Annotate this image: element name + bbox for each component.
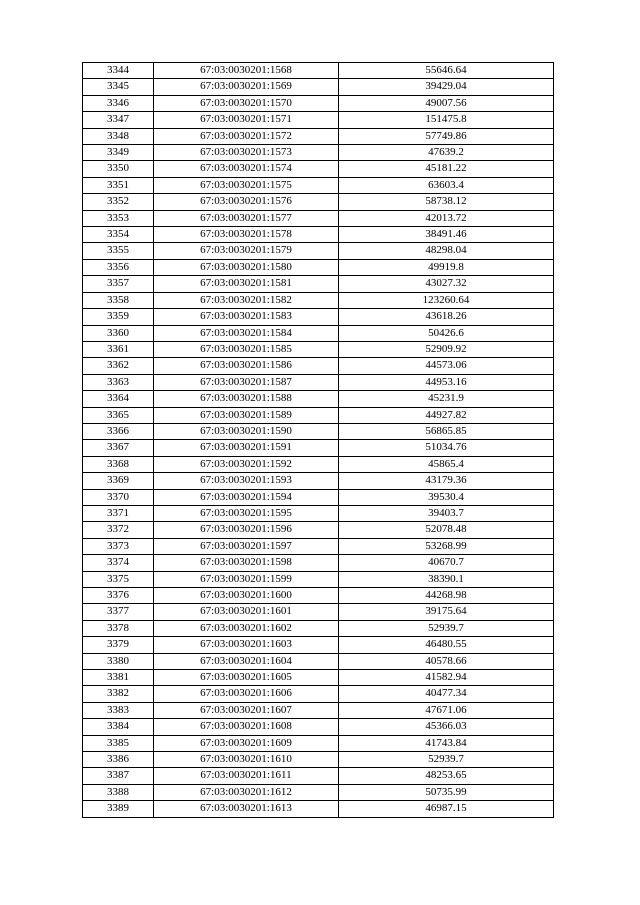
table-row xyxy=(83,374,554,390)
value-cell: 123260.64 xyxy=(339,292,554,308)
row-number-cell: 3367 xyxy=(83,440,154,456)
value-cell: 43179.36 xyxy=(339,473,554,489)
table-row xyxy=(83,456,554,472)
cadastral-number-cell: 67:03:0030201:1573 xyxy=(154,145,339,161)
row-number-cell: 3388 xyxy=(83,784,154,800)
table-row xyxy=(83,473,554,489)
row-number-cell: 3383 xyxy=(83,702,154,718)
value-cell: 39429.04 xyxy=(339,79,554,95)
cadastral-number-cell: 67:03:0030201:1599 xyxy=(154,571,339,587)
cadastral-number-cell: 67:03:0030201:1571 xyxy=(154,112,339,128)
cadastral-number-cell: 67:03:0030201:1604 xyxy=(154,653,339,669)
row-number-cell: 3361 xyxy=(83,341,154,357)
table-body xyxy=(83,63,554,818)
value-cell: 50426.6 xyxy=(339,325,554,341)
cadastral-number-cell: 67:03:0030201:1596 xyxy=(154,522,339,538)
value-cell: 46480.55 xyxy=(339,637,554,653)
table-row xyxy=(83,637,554,653)
cadastral-number-cell: 67:03:0030201:1569 xyxy=(154,79,339,95)
row-number-cell: 3369 xyxy=(83,473,154,489)
row-number-cell: 3348 xyxy=(83,128,154,144)
row-number-cell: 3358 xyxy=(83,292,154,308)
value-cell: 57749.86 xyxy=(339,128,554,144)
value-cell: 52939.7 xyxy=(339,620,554,636)
row-number-cell: 3345 xyxy=(83,79,154,95)
table-row xyxy=(83,227,554,243)
cadastral-number-cell: 67:03:0030201:1592 xyxy=(154,456,339,472)
value-cell: 50735.99 xyxy=(339,784,554,800)
row-number-cell: 3385 xyxy=(83,735,154,751)
row-number-cell: 3366 xyxy=(83,423,154,439)
cadastral-number-cell: 67:03:0030201:1572 xyxy=(154,128,339,144)
cadastral-number-cell: 67:03:0030201:1607 xyxy=(154,702,339,718)
data-table xyxy=(82,62,554,818)
value-cell: 56865.85 xyxy=(339,423,554,439)
table-row xyxy=(83,145,554,161)
cadastral-number-cell: 67:03:0030201:1611 xyxy=(154,768,339,784)
cadastral-number-cell: 67:03:0030201:1589 xyxy=(154,407,339,423)
cadastral-number-cell: 67:03:0030201:1585 xyxy=(154,341,339,357)
table-row xyxy=(83,407,554,423)
row-number-cell: 3350 xyxy=(83,161,154,177)
value-cell: 52939.7 xyxy=(339,752,554,768)
cadastral-number-cell: 67:03:0030201:1612 xyxy=(154,784,339,800)
row-number-cell: 3351 xyxy=(83,177,154,193)
row-number-cell: 3382 xyxy=(83,686,154,702)
cadastral-number-cell: 67:03:0030201:1576 xyxy=(154,194,339,210)
table-row xyxy=(83,423,554,439)
value-cell: 40578.66 xyxy=(339,653,554,669)
table-row xyxy=(83,194,554,210)
value-cell: 39175.64 xyxy=(339,604,554,620)
cadastral-number-cell: 67:03:0030201:1602 xyxy=(154,620,339,636)
cadastral-number-cell: 67:03:0030201:1609 xyxy=(154,735,339,751)
row-number-cell: 3359 xyxy=(83,309,154,325)
cadastral-number-cell: 67:03:0030201:1583 xyxy=(154,309,339,325)
row-number-cell: 3379 xyxy=(83,637,154,653)
cadastral-number-cell: 67:03:0030201:1594 xyxy=(154,489,339,505)
table-row xyxy=(83,801,554,817)
value-cell: 47639.2 xyxy=(339,145,554,161)
row-number-cell: 3365 xyxy=(83,407,154,423)
cadastral-number-cell: 67:03:0030201:1587 xyxy=(154,374,339,390)
table-row xyxy=(83,670,554,686)
row-number-cell: 3372 xyxy=(83,522,154,538)
table-row xyxy=(83,341,554,357)
value-cell: 44573.06 xyxy=(339,358,554,374)
value-cell: 41582.94 xyxy=(339,670,554,686)
value-cell: 48298.04 xyxy=(339,243,554,259)
table-row xyxy=(83,505,554,521)
cadastral-number-cell: 67:03:0030201:1580 xyxy=(154,259,339,275)
value-cell: 44953.16 xyxy=(339,374,554,390)
cadastral-number-cell: 67:03:0030201:1588 xyxy=(154,391,339,407)
row-number-cell: 3386 xyxy=(83,752,154,768)
cadastral-number-cell: 67:03:0030201:1603 xyxy=(154,637,339,653)
table-row xyxy=(83,571,554,587)
table-row xyxy=(83,522,554,538)
value-cell: 53268.99 xyxy=(339,538,554,554)
cadastral-number-cell: 67:03:0030201:1590 xyxy=(154,423,339,439)
cadastral-number-cell: 67:03:0030201:1606 xyxy=(154,686,339,702)
value-cell: 40670.7 xyxy=(339,555,554,571)
value-cell: 45231.9 xyxy=(339,391,554,407)
table-row xyxy=(83,752,554,768)
row-number-cell: 3363 xyxy=(83,374,154,390)
cadastral-number-cell: 67:03:0030201:1570 xyxy=(154,95,339,111)
cadastral-number-cell: 67:03:0030201:1610 xyxy=(154,752,339,768)
table-row xyxy=(83,538,554,554)
row-number-cell: 3374 xyxy=(83,555,154,571)
row-number-cell: 3378 xyxy=(83,620,154,636)
table-row xyxy=(83,440,554,456)
table-row xyxy=(83,63,554,79)
row-number-cell: 3344 xyxy=(83,63,154,79)
value-cell: 44927.82 xyxy=(339,407,554,423)
table-row xyxy=(83,702,554,718)
value-cell: 43618.26 xyxy=(339,309,554,325)
row-number-cell: 3376 xyxy=(83,588,154,604)
table-row xyxy=(83,784,554,800)
cadastral-number-cell: 67:03:0030201:1608 xyxy=(154,719,339,735)
value-cell: 58738.12 xyxy=(339,194,554,210)
row-number-cell: 3377 xyxy=(83,604,154,620)
row-number-cell: 3373 xyxy=(83,538,154,554)
row-number-cell: 3354 xyxy=(83,227,154,243)
row-number-cell: 3371 xyxy=(83,505,154,521)
cadastral-number-cell: 67:03:0030201:1613 xyxy=(154,801,339,817)
table-row xyxy=(83,620,554,636)
row-number-cell: 3360 xyxy=(83,325,154,341)
table-row xyxy=(83,653,554,669)
row-number-cell: 3389 xyxy=(83,801,154,817)
cadastral-number-cell: 67:03:0030201:1597 xyxy=(154,538,339,554)
table-row xyxy=(83,555,554,571)
cadastral-number-cell: 67:03:0030201:1579 xyxy=(154,243,339,259)
value-cell: 63603.4 xyxy=(339,177,554,193)
table-row xyxy=(83,309,554,325)
value-cell: 49919.8 xyxy=(339,259,554,275)
row-number-cell: 3353 xyxy=(83,210,154,226)
cadastral-number-cell: 67:03:0030201:1575 xyxy=(154,177,339,193)
value-cell: 38491.46 xyxy=(339,227,554,243)
cadastral-number-cell: 67:03:0030201:1568 xyxy=(154,63,339,79)
cadastral-number-cell: 67:03:0030201:1586 xyxy=(154,358,339,374)
table-row xyxy=(83,735,554,751)
table-row xyxy=(83,276,554,292)
row-number-cell: 3347 xyxy=(83,112,154,128)
table-row xyxy=(83,128,554,144)
row-number-cell: 3384 xyxy=(83,719,154,735)
row-number-cell: 3364 xyxy=(83,391,154,407)
table-row xyxy=(83,588,554,604)
value-cell: 52909.92 xyxy=(339,341,554,357)
row-number-cell: 3362 xyxy=(83,358,154,374)
value-cell: 151475.8 xyxy=(339,112,554,128)
value-cell: 41743.84 xyxy=(339,735,554,751)
cadastral-number-cell: 67:03:0030201:1581 xyxy=(154,276,339,292)
table-row xyxy=(83,719,554,735)
value-cell: 52078.48 xyxy=(339,522,554,538)
row-number-cell: 3375 xyxy=(83,571,154,587)
value-cell: 49007.56 xyxy=(339,95,554,111)
cadastral-number-cell: 67:03:0030201:1578 xyxy=(154,227,339,243)
value-cell: 38390.1 xyxy=(339,571,554,587)
value-cell: 47671.06 xyxy=(339,702,554,718)
cadastral-number-cell: 67:03:0030201:1584 xyxy=(154,325,339,341)
cadastral-number-cell: 67:03:0030201:1582 xyxy=(154,292,339,308)
row-number-cell: 3387 xyxy=(83,768,154,784)
cadastral-number-cell: 67:03:0030201:1595 xyxy=(154,505,339,521)
cadastral-number-cell: 67:03:0030201:1598 xyxy=(154,555,339,571)
row-number-cell: 3381 xyxy=(83,670,154,686)
value-cell: 44268.98 xyxy=(339,588,554,604)
table-row xyxy=(83,177,554,193)
cadastral-number-cell: 67:03:0030201:1605 xyxy=(154,670,339,686)
value-cell: 43027.32 xyxy=(339,276,554,292)
table-row xyxy=(83,489,554,505)
table-row xyxy=(83,95,554,111)
value-cell: 51034.76 xyxy=(339,440,554,456)
cadastral-number-cell: 67:03:0030201:1577 xyxy=(154,210,339,226)
value-cell: 40477.34 xyxy=(339,686,554,702)
table-row xyxy=(83,259,554,275)
value-cell: 42013.72 xyxy=(339,210,554,226)
row-number-cell: 3352 xyxy=(83,194,154,210)
table-row xyxy=(83,604,554,620)
value-cell: 39530.4 xyxy=(339,489,554,505)
value-cell: 45865.4 xyxy=(339,456,554,472)
table-row xyxy=(83,768,554,784)
row-number-cell: 3349 xyxy=(83,145,154,161)
value-cell: 39403.7 xyxy=(339,505,554,521)
table-row xyxy=(83,325,554,341)
value-cell: 55646.64 xyxy=(339,63,554,79)
value-cell: 45181.22 xyxy=(339,161,554,177)
table-row xyxy=(83,292,554,308)
table-row xyxy=(83,161,554,177)
cadastral-number-cell: 67:03:0030201:1600 xyxy=(154,588,339,604)
table-row xyxy=(83,112,554,128)
table-row xyxy=(83,243,554,259)
row-number-cell: 3346 xyxy=(83,95,154,111)
table-row xyxy=(83,79,554,95)
cadastral-number-cell: 67:03:0030201:1591 xyxy=(154,440,339,456)
value-cell: 45366.03 xyxy=(339,719,554,735)
row-number-cell: 3380 xyxy=(83,653,154,669)
row-number-cell: 3368 xyxy=(83,456,154,472)
row-number-cell: 3357 xyxy=(83,276,154,292)
cadastral-number-cell: 67:03:0030201:1601 xyxy=(154,604,339,620)
cadastral-number-cell: 67:03:0030201:1574 xyxy=(154,161,339,177)
table-row xyxy=(83,358,554,374)
table-row xyxy=(83,210,554,226)
table-row xyxy=(83,686,554,702)
value-cell: 46987.15 xyxy=(339,801,554,817)
value-cell: 48253.65 xyxy=(339,768,554,784)
row-number-cell: 3370 xyxy=(83,489,154,505)
table-row xyxy=(83,391,554,407)
cadastral-number-cell: 67:03:0030201:1593 xyxy=(154,473,339,489)
row-number-cell: 3356 xyxy=(83,259,154,275)
row-number-cell: 3355 xyxy=(83,243,154,259)
